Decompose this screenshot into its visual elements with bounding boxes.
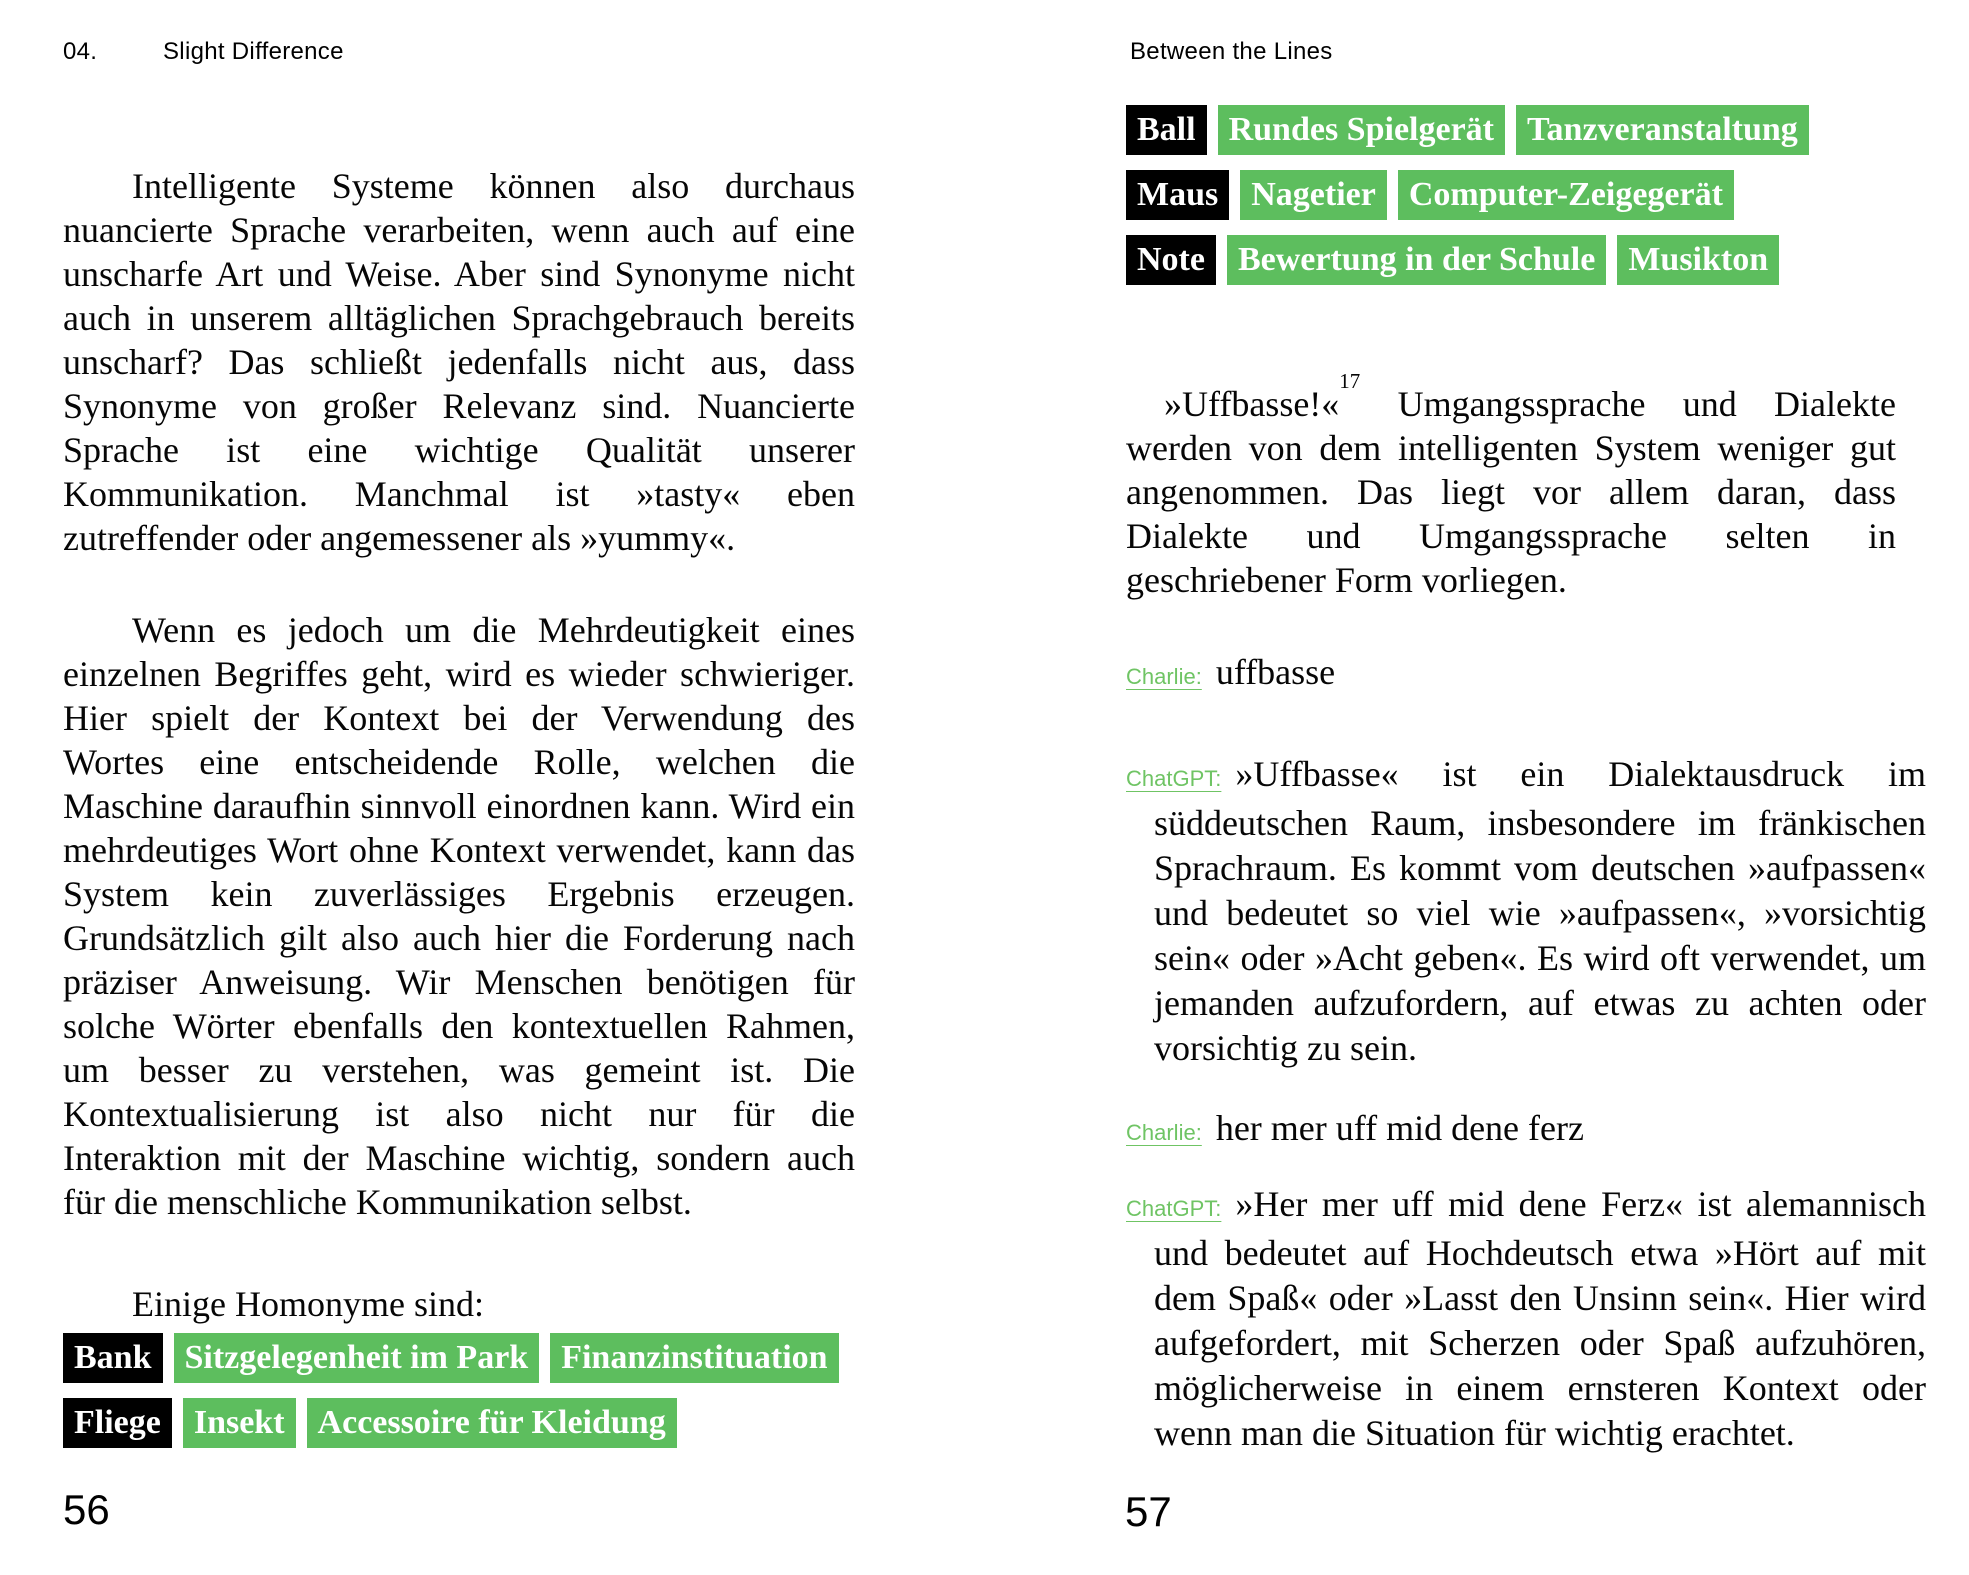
paragraph-text: Umgangssprache und Dialekte werden von dem intelligenten System weniger gut angenommen. Das liegt vor allem daran, dass Dialekte und Umgangssprache selten in geschriebener Form vorliegen. xyxy=(1126,384,1896,600)
homonym-meaning-tag: Computer-Zeigegerät xyxy=(1398,170,1734,220)
homonyms-intro: Einige Homonyme sind: xyxy=(132,1284,484,1324)
homonym-meaning-tag: Sitzgelegenheit im Park xyxy=(174,1333,540,1383)
dialogue-turn-chatgpt xyxy=(1126,1182,1926,1456)
homonym-meaning-tag: Rundes Spielgerät xyxy=(1218,105,1505,155)
homonym-meaning-tag: Finanzinstituation xyxy=(550,1333,838,1383)
homonym-term-tag: Bank xyxy=(63,1333,163,1383)
homonym-meaning-tag: Musikton xyxy=(1617,235,1779,285)
homonym-meaning-tag: Tanzveranstaltung xyxy=(1516,105,1809,155)
utterance: uffbasse xyxy=(1215,652,1336,692)
speaker-label-charlie: Charlie: xyxy=(1126,1120,1202,1145)
speaker-label-charlie: Charlie: xyxy=(1126,664,1202,689)
homonym-meaning-tag: Insekt xyxy=(183,1398,296,1448)
speaker-label-chatgpt: ChatGPT: xyxy=(1126,766,1222,791)
right-page-running-header: Between the Lines xyxy=(1130,38,1333,65)
body-paragraph: Intelligente Systeme können also durchaus nuancierte Sprache verarbeiten, wenn auch auf eine unscharfe Art und Weise. Aber sind Synonyme nicht auch in unserem alltäglichen Sprachgebrauch bereits unscharf? Das schließt jedenfalls nicht aus, dass Synonyme von großer Relevanz sind. Nuancierte Sprache ist eine wichtige Qualität unserer Kommunikation. Manchmal ist »tasty« eben zutreffender oder angemessener als »yummy«. xyxy=(63,166,855,558)
homonym-term-tag: Ball xyxy=(1126,105,1207,155)
page-number-left: 56 xyxy=(63,1486,110,1533)
page-number-right: 57 xyxy=(1125,1488,1172,1535)
homonym-row-ball xyxy=(1126,105,1820,155)
chapter-number: 04. xyxy=(63,38,98,65)
utterance: »Her mer uff mid dene Ferz« ist alemannisch und bedeutet auf Hochdeutsch etwa »Hört auf mit dem Spaß« oder »Lasst den Unsinn sein«. Hier wird aufgefordert, mit Scherzen oder Spaß aufzuhören, möglicherweise in einem ernsteren Kontext oder wenn man die Situation für wichtig erachtet. xyxy=(1154,1184,1926,1453)
dialogue-turn-charlie xyxy=(1126,1106,1926,1155)
homonym-meaning-tag: Accessoire für Kleidung xyxy=(307,1398,677,1448)
homonym-row-fliege xyxy=(63,1398,688,1448)
footnote-reference: 17 xyxy=(1339,369,1361,393)
quoted-dialect-word: »Uffbasse!« xyxy=(1164,384,1340,424)
body-paragraph xyxy=(1126,369,1896,602)
utterance: »Uffbasse« ist ein Dialektausdruck im süddeutschen Raum, insbesondere im fränkischen Sprachraum. Es kommt vom deutschen »aufpassen« und bedeutet so viel wie »aufpassen«, »vorsichtig sein« oder »Acht geben«. Es wird oft verwendet, um jemanden aufzufordern, auf etwas zu achten oder vorsichtig zu sein. xyxy=(1154,754,1926,1068)
homonym-term-tag: Maus xyxy=(1126,170,1229,220)
homonym-meaning-tag: Bewertung in der Schule xyxy=(1227,235,1606,285)
homonym-row-note xyxy=(1126,235,1790,285)
homonym-term-tag: Note xyxy=(1126,235,1216,285)
speaker-label-chatgpt: ChatGPT: xyxy=(1126,1196,1222,1221)
dialogue-turn-chatgpt xyxy=(1126,752,1926,1071)
homonym-row-maus xyxy=(1126,170,1745,220)
homonym-row-bank xyxy=(63,1333,850,1383)
homonym-meaning-tag: Nagetier xyxy=(1240,170,1387,220)
dialogue-turn-charlie xyxy=(1126,650,1926,699)
utterance: her mer uff mid dene ferz xyxy=(1215,1108,1584,1148)
homonym-term-tag: Fliege xyxy=(63,1398,172,1448)
left-page-running-header xyxy=(63,38,344,66)
body-paragraph: Wenn es jedoch um die Mehrdeutigkeit eines einzelnen Begriffes geht, wird es wieder schwieriger. Hier spielt der Kontext bei der Verwendung des Wortes eine entscheidende Rolle, welchen die Maschine daraufhin sinnvoll einordnen kann. Wird ein mehrdeutiges Wort ohne Kontext verwendet, kann das System kein zuverlässiges Ergebnis erzeugen. Grundsätzlich gilt also auch hier die Forderung nach präziser Anweisung. Wir Menschen benötigen für solche Wörter ebenfalls den kontextuellen Rahmen, um besser zu verstehen, was gemeint ist. Die Kontextualisierung ist also nicht nur für die Interaktion mit der Maschine wichtig, sondern auch für die menschliche Kommunikation selbst. xyxy=(63,610,855,1222)
chapter-title: Slight Difference xyxy=(163,38,344,65)
